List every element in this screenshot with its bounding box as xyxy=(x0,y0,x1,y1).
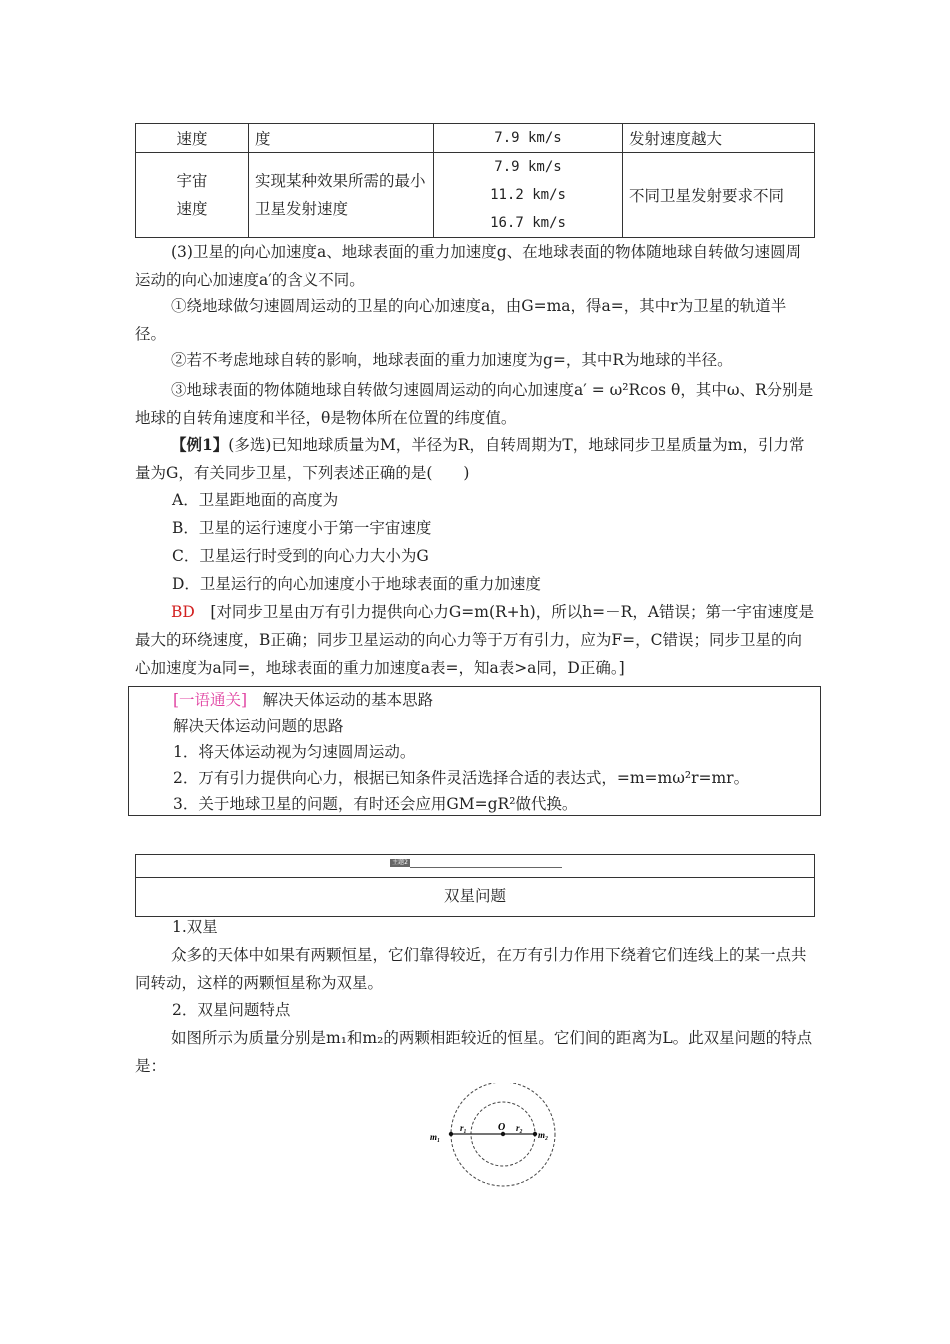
summary-item: 1．将天体运动视为匀速圆周运动。 xyxy=(173,743,416,761)
summary-item: 3．关于地球卫星的问题，有时还会应用GM=gR²做代换。 xyxy=(173,795,578,813)
example-answer xyxy=(135,598,815,682)
paragraph-3: (3)卫星的向心加速度a、地球表面的重力加速度g、在地球表面的物体随地球自转做匀速圆周运动的向心加速度a′的含义不同。 xyxy=(135,243,802,289)
answer-explanation: [对同步卫星由万有引力提供向心力G=m(R+h)，所以h=－R，A错误；第一宇宙速度是最大的环绕速度，B正确；同步卫星运动的向心力等于万有引力，应为F=，C错误；同步卫星的向心加速度为a同=，地球表面的重力加速度a表=，知a表>a同，D正确。] xyxy=(135,603,815,677)
option-c: C．卫星运行时受到的向心力大小为G xyxy=(172,547,429,565)
table-cell: 发射速度越大 xyxy=(623,124,815,153)
summary-box xyxy=(128,686,821,816)
option-b: B．卫星的运行速度小于第一宇宙速度 xyxy=(172,519,432,537)
topic-header-box xyxy=(135,854,815,917)
section-2-text: 如图所示为质量分别是m₁和m₂的两颗相距较近的恒星。它们间的距离为L。此双星问题的特点是： xyxy=(135,1029,813,1075)
summary-title: 解决天体运动的基本思路 xyxy=(262,691,434,709)
label-o: O xyxy=(498,1122,506,1133)
example-stem xyxy=(135,431,815,487)
summary-tag: [一语通关] xyxy=(173,691,248,709)
item-1: ①绕地球做匀速圆周运动的卫星的向心加速度a，由G=ma，得a=，其中r为卫星的轨道半径。 xyxy=(135,297,787,343)
table-cell: 实现某种效果所需的最小卫星发射速度 xyxy=(249,153,434,238)
table-cell: 不同卫星发射要求不同 xyxy=(623,153,815,238)
table-cell: 度 xyxy=(249,124,434,153)
star-m1 xyxy=(449,1132,453,1136)
section-1-text: 众多的天体中如果有两颗恒星，它们靠得较近，在万有引力作用下绕着它们连线上的某一点共同转动，这样的两颗恒星称为双星。 xyxy=(135,946,807,992)
topic-tag-line xyxy=(410,867,562,868)
table-cell: 速度 xyxy=(136,124,249,153)
item-2: ②若不考虑地球自转的影响，地球表面的重力加速度为g=，其中R为地球的半径。 xyxy=(171,351,733,369)
label-r1: r₁ xyxy=(460,1123,467,1133)
table-row xyxy=(136,153,815,238)
cell-line: 16.7 km/s xyxy=(490,215,566,231)
example-label: 【例1】 xyxy=(171,435,229,454)
table-cell xyxy=(136,153,249,238)
section-2-heading: 2．双星问题特点 xyxy=(172,1001,291,1019)
cell-line: 7.9 km/s xyxy=(494,159,562,175)
table-cell: 7.9 km/s xyxy=(434,124,623,153)
label-r2: r₂ xyxy=(516,1123,523,1133)
label-m2: m₂ xyxy=(538,1130,549,1140)
table-cell xyxy=(434,153,623,238)
summary-item: 2．万有引力提供向心力，根据已知条件灵活选择合适的表达式，=m=mω²r=mr。 xyxy=(173,769,750,787)
topic-tag: 主题2 xyxy=(390,859,410,867)
option-d: D．卫星运行的向心加速度小于地球表面的重力加速度 xyxy=(172,575,541,593)
star-m2 xyxy=(533,1132,537,1136)
example-stem-text: (多选)已知地球质量为M，半径为R，自转周期为T，地球同步卫星质量为m，引力常量为G，有关同步卫星，下列表述正确的是( ) xyxy=(135,436,805,482)
answer-label: BD xyxy=(171,603,195,621)
summary-sub: 解决天体运动问题的思路 xyxy=(173,717,344,735)
section-1-heading: 1.双星 xyxy=(172,918,218,936)
option-a: A．卫星距地面的高度为 xyxy=(172,491,339,509)
binary-star-diagram xyxy=(428,1083,568,1203)
label-m1: m₁ xyxy=(430,1132,441,1142)
summary-heading xyxy=(173,687,433,713)
cell-line: 宇宙 xyxy=(176,172,208,190)
topic-title: 双星问题 xyxy=(443,887,506,905)
item-3: ③地球表面的物体随地球自转做匀速圆周运动的向心加速度a′ = ω²Rcos θ，其中ω、R分别是地球的自转角速度和半径，θ是物体所在位置的纬度值。 xyxy=(135,381,814,427)
cell-line: 速度 xyxy=(176,200,208,218)
table-row xyxy=(136,124,815,153)
divider xyxy=(136,877,814,878)
cosmic-speed-table xyxy=(135,123,815,238)
cell-line: 11.2 km/s xyxy=(490,187,566,203)
